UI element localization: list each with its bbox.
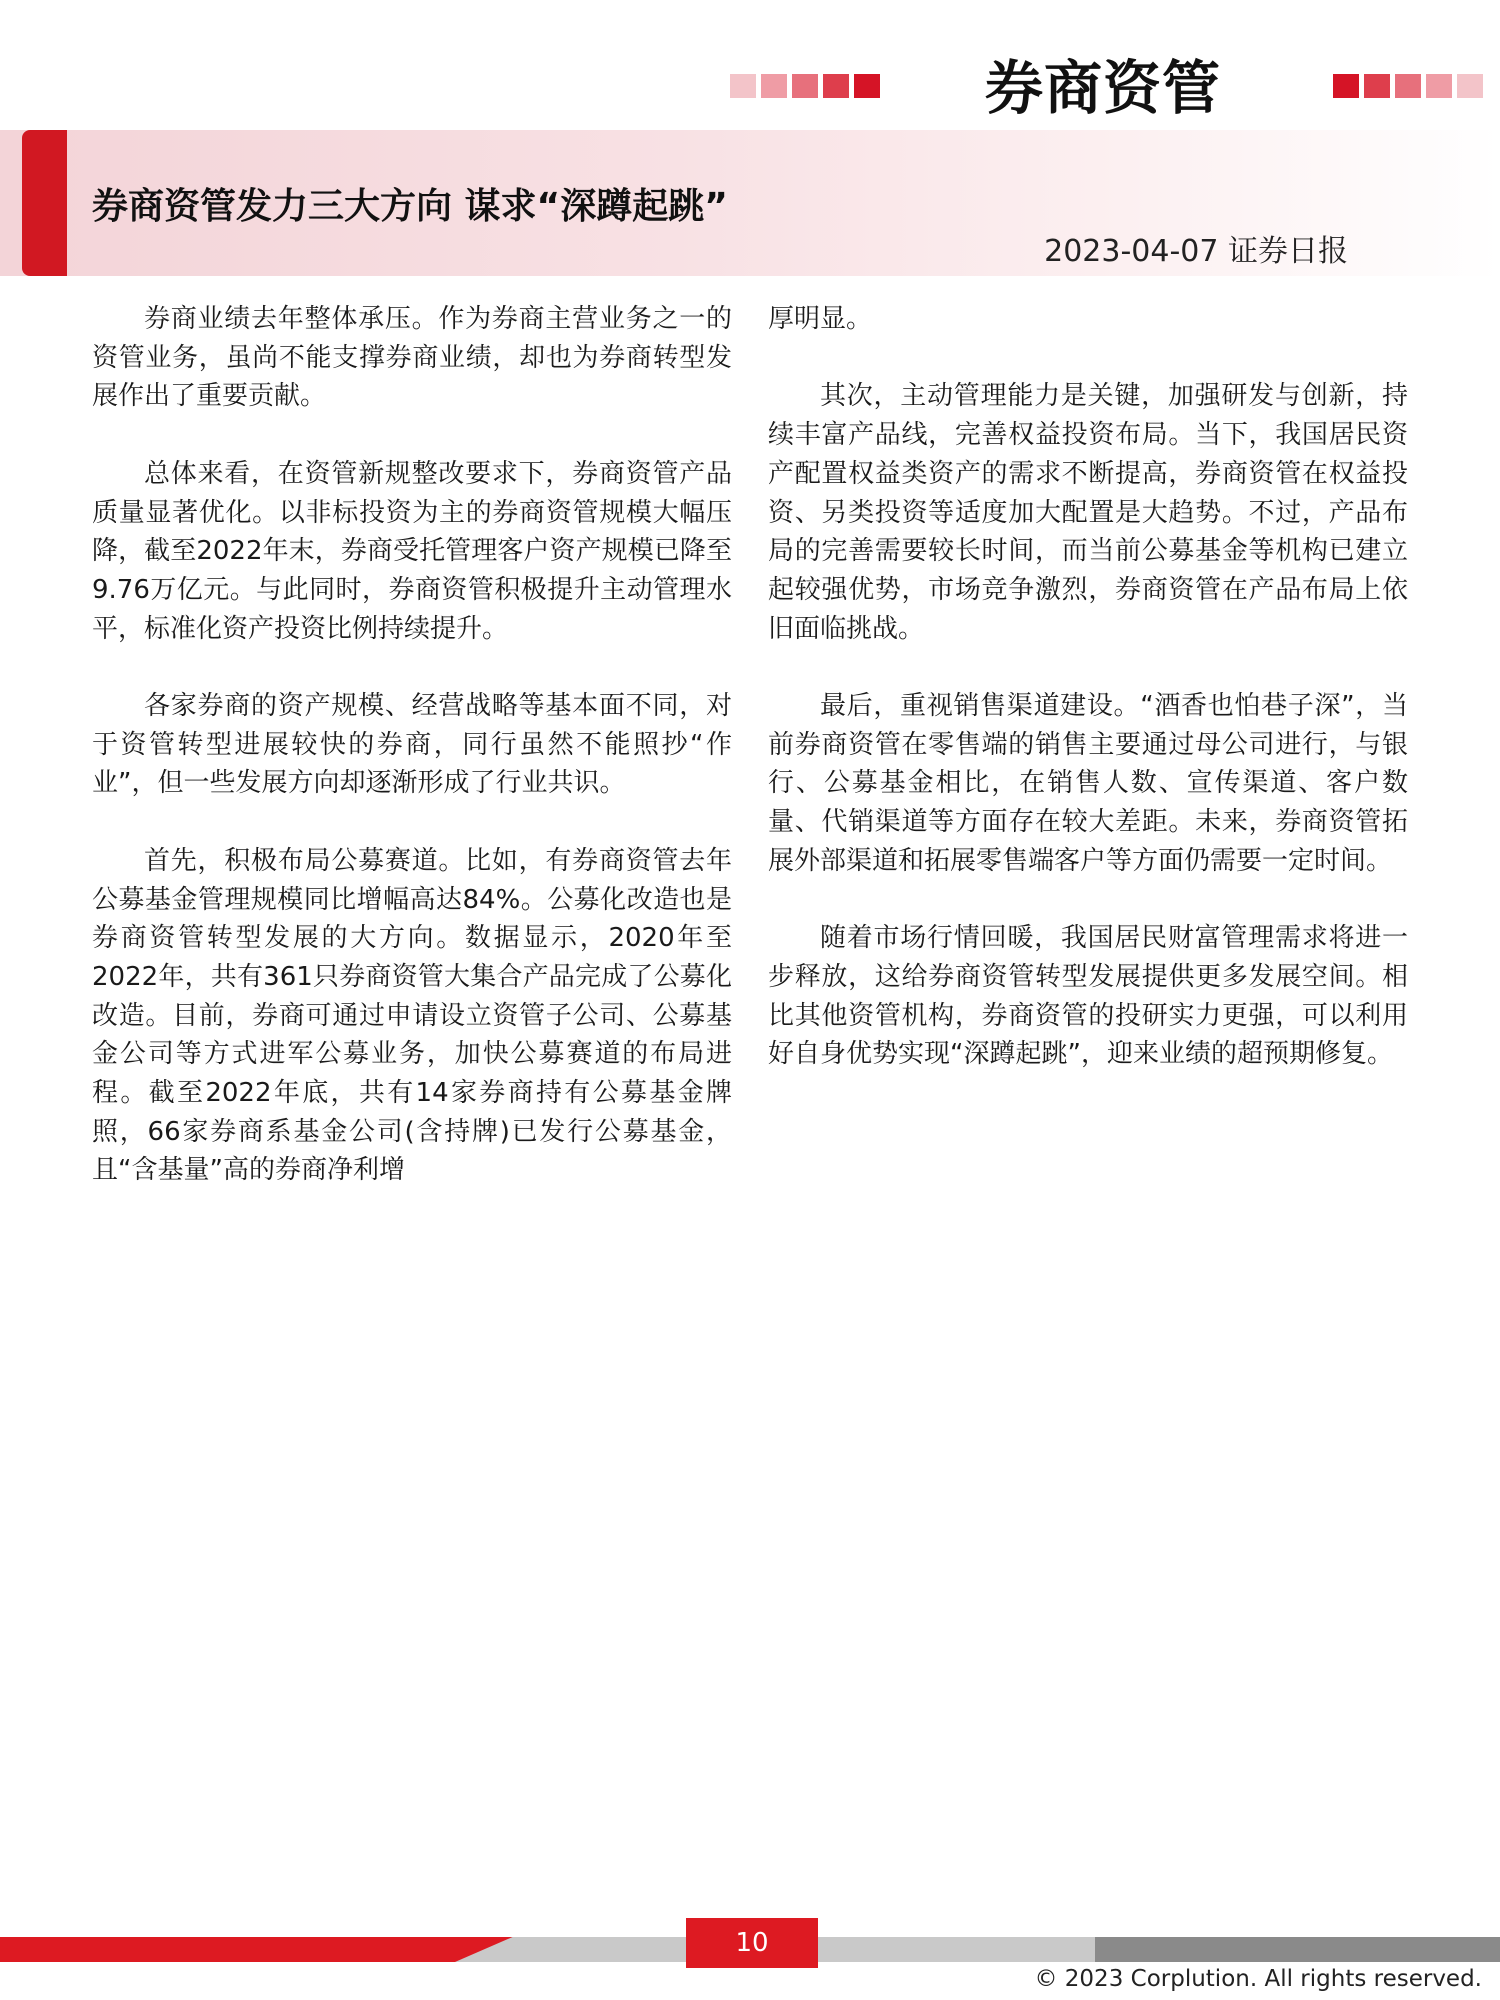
copyright-notice: © 2023 Corplution. All rights reserved. [1034, 1966, 1482, 1992]
decor-square [1457, 74, 1483, 98]
article-column-right [768, 300, 1408, 1113]
header-decor-squares-right [1333, 74, 1483, 98]
decor-square [1395, 74, 1421, 98]
decor-square [854, 74, 880, 98]
paragraph: 其次，主动管理能力是关键，加强研发与创新，持续丰富产品线，完善权益投资布局。当下，我国居民资产配置权益类资产的需求不断提高，券商资管在权益投资、另类投资等适度加大配置是大趋势。不过，产品布局的完善需要较长时间，而当前公募基金等机构已建立起较强优势，市场竞争激烈，券商资管在产品布局上依旧面临挑战。 [768, 381, 1408, 644]
section-label: 券商资管 [985, 54, 1222, 122]
page-number: 10 [686, 1918, 818, 1968]
decor-square [1364, 74, 1390, 98]
footer-bar-dark [1095, 1937, 1500, 1962]
decor-square [761, 74, 787, 98]
paragraph: 最后，重视销售渠道建设。“酒香也怕巷子深”，当前券商资管在零售端的销售主要通过母公司进行，与银行、公募基金相比，在销售人数、宣传渠道、客户数量、代销渠道等方面存在较大差距。未来，券商资管拓展外部渠道和拓展零售端客户等方面仍需要一定时间。 [768, 691, 1408, 876]
decor-square [823, 74, 849, 98]
header-decor-squares-left [730, 74, 880, 98]
article-title: 券商资管发力三大方向 谋求“深蹲起跳” [92, 186, 728, 227]
decor-square [792, 74, 818, 98]
decor-square [1333, 74, 1359, 98]
paragraph: 总体来看，在资管新规整改要求下，券商资管产品质量显著优化。以非标投资为主的券商资管规模大幅压降，截至2022年末，券商受托管理客户资产规模已降至9.76万亿元。与此同时，券商资管积极提升主动管理水平，标准化资产投资比例持续提升。 [92, 458, 732, 644]
article-date-source: 2023-04-07 证券日报 [1044, 234, 1348, 269]
paragraph-continuation: 厚明显。 [768, 304, 873, 334]
title-banner-tab [22, 130, 67, 276]
decor-square [730, 74, 756, 98]
footer-bar-red [0, 1937, 515, 1962]
decor-square [1426, 74, 1452, 98]
paragraph: 随着市场行情回暖，我国居民财富管理需求将进一步释放，这给券商资管转型发展提供更多发展空间。相比其他资管机构，券商资管的投研实力更强，可以利用好自身优势实现“深蹲起跳”，迎来业绩的超预期修复。 [768, 923, 1408, 1070]
article-column-left [92, 300, 732, 1229]
paragraph: 券商业绩去年整体承压。作为券商主营业务之一的资管业务，虽尚不能支撑券商业绩，却也为券商转型发展作出了重要贡献。 [92, 304, 732, 412]
paragraph: 首先，积极布局公募赛道。比如，有券商资管去年公募基金管理规模同比增幅高达84%。公募化改造也是券商资管转型发展的大方向。数据显示，2020年至2022年，共有361只券商资管大集合产品完成了公募化改造。目前，券商可通过申请设立资管子公司、公募基金公司等方式进军公募业务，加快公募赛道的布局进程。截至2022年底，共有14家券商持有公募基金牌照，66家券商系基金公司(含持牌)已发行公募基金，且“含基量”高的券商净利增 [92, 845, 732, 1186]
paragraph: 各家券商的资产规模、经营战略等基本面不同，对于资管转型进展较快的券商，同行虽然不能照抄“作业”，但一些发展方向却逐渐形成了行业共识。 [92, 691, 732, 799]
